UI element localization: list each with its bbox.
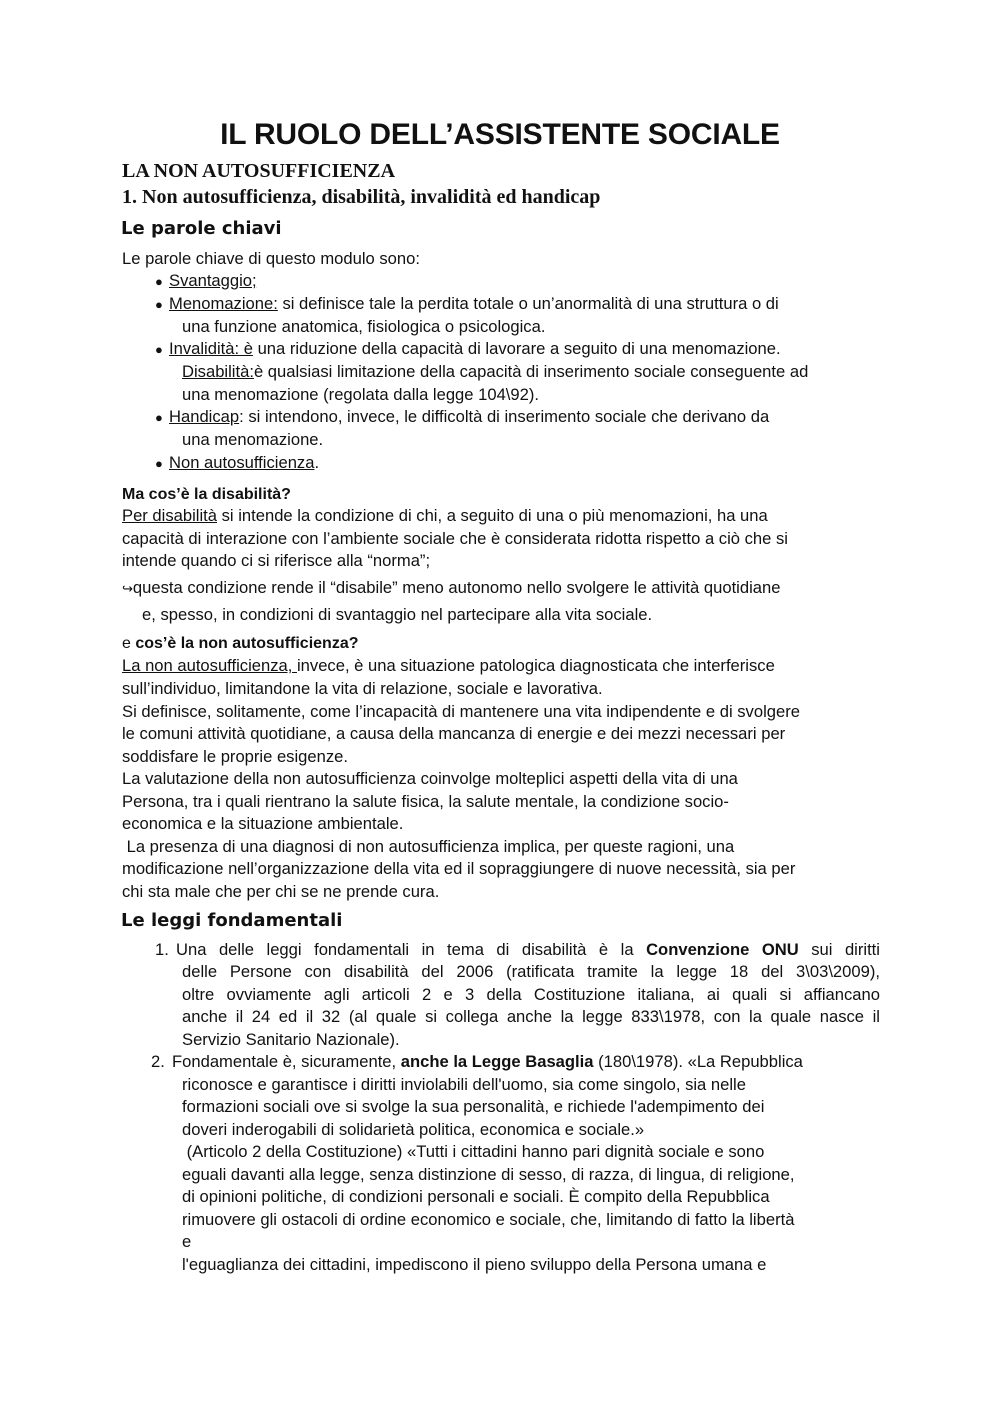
paragraph-text: questa condizione rende il “disabile” meno autonomo nello svolgere le attività quotidiane bbox=[132, 578, 781, 597]
law-item-line: doveri inderogabili di solidarietà politica, economica e sociale.» bbox=[182, 1120, 645, 1139]
paragraph-line: La presenza di una diagnosi di non autosufficienza implica, per queste ragioni, una bbox=[122, 837, 735, 856]
paragraph-line: Si definisce, solitamente, come l’incapacità di mantenere una vita indipendente e di svolgere bbox=[122, 702, 800, 721]
keyword-term: Disabilità: bbox=[182, 362, 254, 381]
law-item-line: eguali davanti alla legge, senza distinzione di sesso, di razza, di lingua, di religione, bbox=[182, 1165, 795, 1184]
keyword-definition: : si intendono, invece, le difficoltà di inserimento sociale che derivano da bbox=[239, 407, 770, 426]
law-item-line: Servizio Sanitario Nazionale). bbox=[182, 1030, 400, 1049]
keyword-item bbox=[169, 270, 257, 293]
paragraph-line: Persona, tra i quali rientrano la salute fisica, la salute mentale, la condizione socio- bbox=[122, 792, 729, 811]
keyword-item bbox=[169, 406, 769, 429]
keyword-continuation: una funzione anatomica, fisiologica o psicologica. bbox=[182, 317, 546, 336]
keyword-definition: si definisce tale la perdita totale o un’anormalità di una struttura o di bbox=[277, 294, 779, 313]
non-autosufficienza-term: La non autosufficienza, bbox=[122, 656, 297, 675]
paragraph-line: chi sta male che per chi se ne prende cura. bbox=[122, 882, 440, 901]
paragraph-line: e, spesso, in condizioni di svantaggio nel partecipare alla vita sociale. bbox=[142, 605, 653, 624]
paragraph-line bbox=[122, 505, 768, 528]
bullet-icon: ● bbox=[155, 297, 163, 312]
section-heading: LA NON AUTOSUFFICIENZA bbox=[122, 160, 396, 182]
law-item-line bbox=[172, 1051, 803, 1074]
paragraph-line: sull’individuo, limitandone la vita di relazione, sociale e lavorativa. bbox=[122, 679, 603, 698]
question-text: cos’è la non autosufficienza? bbox=[135, 635, 359, 652]
law-bold-text: anche la Legge Basaglia bbox=[400, 1052, 594, 1071]
paragraph-line: modificazione nell’organizzazione della vita ed il sopraggiungere di nuove necessità, sia per bbox=[122, 859, 796, 878]
keyword-definition: è qualsiasi limitazione della capacità di inserimento sociale conseguente ad bbox=[253, 362, 809, 381]
keyword-item bbox=[169, 293, 779, 316]
law-item-line: (Articolo 2 della Costituzione) «Tutti i cittadini hanno pari dignità sociale e sono bbox=[182, 1142, 765, 1161]
keyword-term: Svantaggio; bbox=[169, 271, 257, 290]
paragraph-line: economica e la situazione ambientale. bbox=[122, 814, 404, 833]
law-item-line: riconosce e garantisce i diritti inviolabili dell'uomo, sia come singolo, sia nelle bbox=[182, 1075, 746, 1094]
law-item-line: formazioni sociali ove si svolge la sua personalità, e richiede l'adempimento dei bbox=[182, 1097, 765, 1116]
bullet-icon: ● bbox=[155, 456, 163, 471]
paragraph-line bbox=[122, 655, 775, 678]
law-item-line: l'eguaglianza dei cittadini, impediscono il pieno sviluppo della Persona umana e bbox=[182, 1255, 767, 1274]
paragraph-text: si intende la condizione di chi, a seguito di una o più menomazioni, ha una bbox=[217, 506, 768, 525]
keyword-term: Invalidità: è bbox=[169, 339, 253, 358]
law-bold-text: Convenzione ONU bbox=[646, 940, 799, 959]
list-number: 1. bbox=[155, 940, 169, 959]
law-item-line: rimuovere gli ostacoli di ordine economico e sociale, che, limitando di fatto la libertà bbox=[182, 1210, 795, 1229]
law-text: sui diritti bbox=[798, 940, 880, 959]
subsection-heading: 1. Non autosufficienza, disabilità, invalidità ed handicap bbox=[122, 186, 601, 208]
keyword-continuation: una menomazione. bbox=[182, 430, 324, 449]
paragraph-text: invece, è una situazione patologica diagnosticata che interferisce bbox=[296, 656, 775, 675]
law-item-line: oltre ovviamente agli articoli 2 e 3 della Costituzione italiana, ai quali si affiancano bbox=[182, 985, 880, 1004]
keyword-item bbox=[182, 361, 808, 384]
law-item-line: anche il 24 ed il 32 (al quale si collega anche la legge 833\1978, con la quale nasce il bbox=[182, 1007, 880, 1026]
paragraph-line: capacità di interazione con l’ambiente sociale che è considerata ridotta rispetto a ciò che si bbox=[122, 529, 788, 548]
keyword-item bbox=[169, 452, 319, 475]
law-item-line bbox=[176, 939, 880, 962]
keyword-item bbox=[169, 338, 781, 361]
law-text: Una delle leggi fondamentali in tema di disabilità è la bbox=[176, 940, 647, 959]
paragraph-line bbox=[122, 577, 780, 602]
keyword-definition: una riduzione della capacità di lavorare a seguito di una menomazione. bbox=[252, 339, 781, 358]
disability-question: Ma cos’è la disabilità? bbox=[122, 486, 291, 503]
keyword-continuation: una menomazione (regolata dalla legge 104\92). bbox=[182, 385, 540, 404]
laws-heading: Le leggi fondamentali bbox=[121, 910, 343, 931]
law-item-line: di opinioni politiche, di condizioni personali e sociali. È compito della Repubblica bbox=[182, 1187, 770, 1206]
bullet-icon: ● bbox=[155, 342, 163, 357]
bullet-icon: ● bbox=[155, 274, 163, 289]
keywords-heading: Le parole chiavi bbox=[121, 218, 282, 239]
law-item-line: e bbox=[182, 1232, 192, 1251]
law-item-line: delle Persone con disabilità del 2006 (ratificata tramite la legge 18 del 3\03\2009), bbox=[182, 962, 880, 981]
paragraph-line: le comuni attività quotidiane, a causa della mancanza di energie e dei mezzi necessari per bbox=[122, 724, 786, 743]
paragraph-line: intende quando ci si riferisce alla “norma”; bbox=[122, 551, 431, 570]
keyword-term: Menomazione: bbox=[169, 294, 278, 313]
keywords-intro: Le parole chiave di questo modulo sono: bbox=[122, 249, 420, 268]
paragraph-line: La valutazione della non autosufficienza coinvolge molteplici aspetti della vita di una bbox=[122, 769, 738, 788]
paragraph-line: soddisfare le proprie esigenze. bbox=[122, 747, 348, 766]
question-prefix: e bbox=[122, 635, 136, 652]
keyword-term: Non autosufficienza bbox=[169, 453, 315, 472]
hook-arrow-icon: ↪ bbox=[122, 582, 133, 597]
non-autosufficienza-question bbox=[122, 633, 359, 656]
list-number: 2. bbox=[151, 1052, 165, 1071]
keyword-definition: . bbox=[314, 453, 320, 472]
page-title: IL RUOLO DELL’ASSISTENTE SOCIALE bbox=[220, 118, 780, 151]
law-text: Fondamentale è, sicuramente, bbox=[172, 1052, 401, 1071]
disability-term: Per disabilità bbox=[122, 506, 218, 525]
law-text: (180\1978). «La Repubblica bbox=[593, 1052, 803, 1071]
keyword-term: Handicap bbox=[169, 407, 240, 426]
bullet-icon: ● bbox=[155, 410, 163, 425]
